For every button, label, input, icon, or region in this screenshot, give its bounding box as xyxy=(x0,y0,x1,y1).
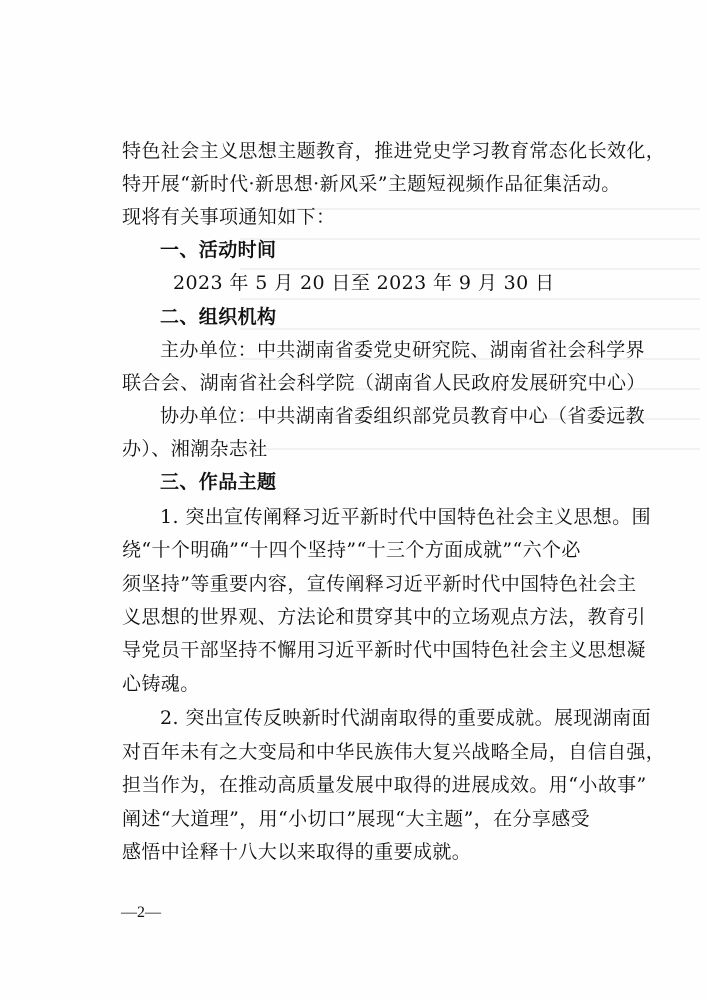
paragraph-line: 须坚持”等重要内容，宣传阐释习近平新时代中国特色社会主 xyxy=(122,573,637,595)
paragraph-line: 1. 突出宣传阐释习近平新时代中国特色社会主义思想。围 xyxy=(160,506,651,528)
paragraph-line: 心铸魂。 xyxy=(122,673,200,695)
paragraph-line: 联合会、湖南省社会科学院（湖南省人民政府发展研究中心） xyxy=(122,372,646,394)
paragraph-line: 协办单位：中共湖南省委组织部党员教育中心（省委远教 xyxy=(160,405,646,427)
section-heading: 三、作品主题 xyxy=(160,471,277,493)
date-range: 2023 年 5 月 20 日至 2023 年 9 月 30 日 xyxy=(173,272,555,294)
paragraph-line: 对百年未有之大变局和中华民族伟大复兴战略全局，自信自强， xyxy=(122,741,666,763)
paragraph-line: 阐述“大道理”，用“小切口”展现“大主题”，在分享感受 xyxy=(122,808,591,830)
paragraph-line: 特色社会主义思想主题教育，推进党史学习教育常态化长效化， xyxy=(122,140,666,162)
section-heading: 一、活动时间 xyxy=(160,239,277,261)
paragraph-line: 感悟中诠释十八大以来取得的重要成就。 xyxy=(122,841,472,863)
paragraph-line: 主办单位：中共湖南省委党史研究院、湖南省社会科学界 xyxy=(160,339,646,361)
paragraph-line: 2. 突出宣传反映新时代湖南取得的重要成就。展现湖南面 xyxy=(160,707,651,729)
section-heading: 二、组织机构 xyxy=(160,306,277,328)
paragraph-line: 担当作为，在推动高质量发展中取得的进展成效。用“小故事” xyxy=(122,774,647,796)
paragraph-line: 导党员干部坚持不懈用习近平新时代中国特色社会主义思想凝 xyxy=(122,639,646,661)
paragraph-line: 办）、湘潮杂志社 xyxy=(122,438,268,460)
paragraph-line: 现将有关事项通知如下： xyxy=(122,206,336,228)
paragraph-line: 义思想的世界观、方法论和贯穿其中的立场观点方法，教育引 xyxy=(122,606,646,628)
paragraph-line: 绕“十个明确”“十四个坚持”“十三个方面成就”“六个必 xyxy=(122,539,581,561)
page-number: —2— xyxy=(121,904,161,921)
paragraph-line: 特开展“新时代·新思想·新风采”主题短视频作品征集活动。 xyxy=(122,173,621,195)
